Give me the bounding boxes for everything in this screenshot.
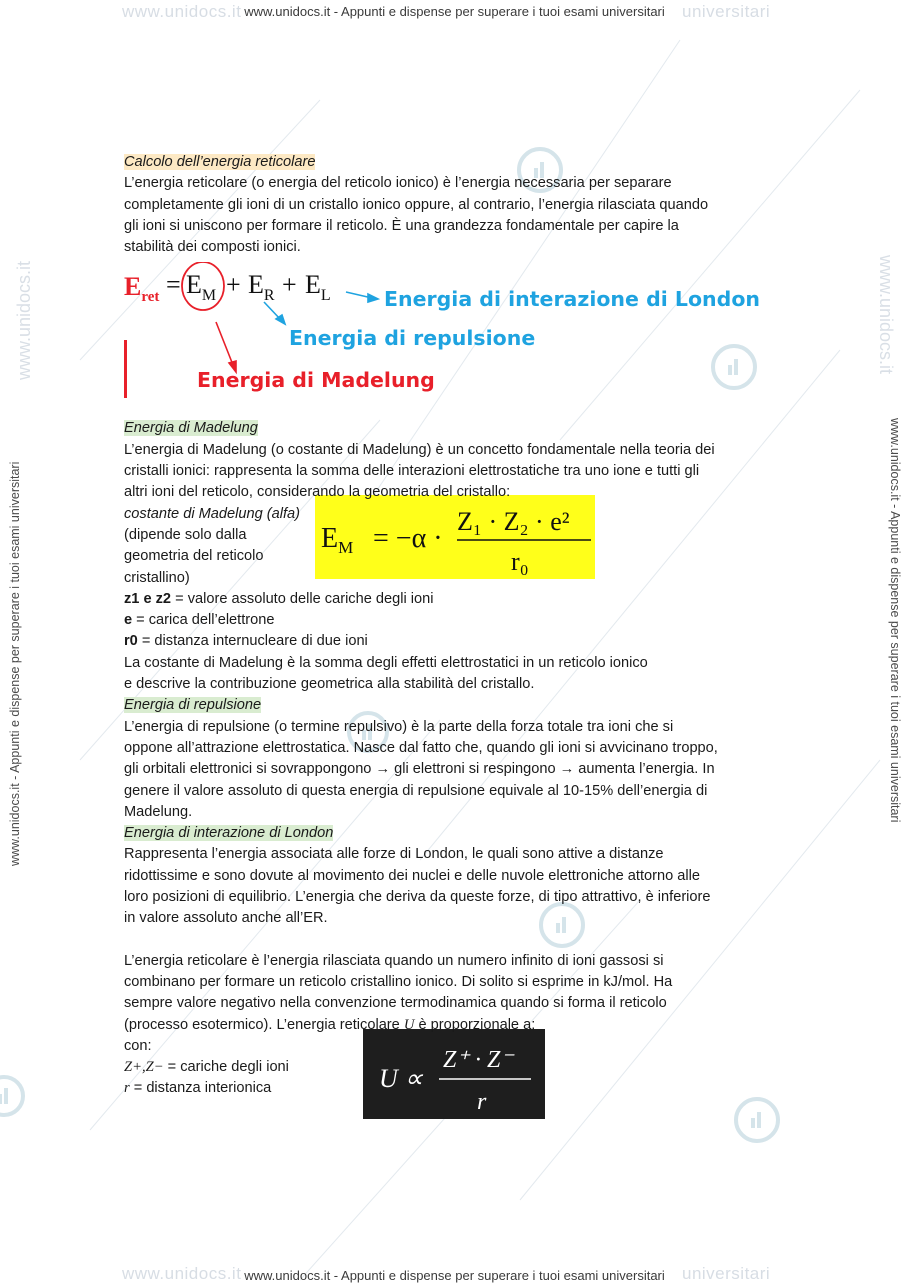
definition-line: e = carica dell’elettrone bbox=[124, 612, 275, 629]
side-text-right: www.unidocs.it - Appunti e dispense per superare i tuoi esami universitari bbox=[888, 418, 902, 823]
u-numerator: Z⁺ · Z⁻ bbox=[443, 1047, 514, 1073]
paragraph-line: e descrive la contribuzione geometrica alla stabilità del cristallo. bbox=[124, 676, 535, 693]
u-denominator: r bbox=[477, 1089, 487, 1115]
side-watermark-left: www.unidocs.it bbox=[14, 260, 34, 380]
document-body bbox=[124, 152, 784, 1100]
paragraph-line: sempre valore negativo nella convenzione termodinamica quando si forma il reticolo bbox=[124, 995, 667, 1012]
paragraph-line: loro posizioni di equilibrio. L’energia che deriva da queste forze, di tipo attrattivo, è inferiore bbox=[124, 889, 711, 906]
paragraph-line: altri ioni del reticolo, considerando la geometria del cristallo: bbox=[124, 484, 511, 501]
formula-em: $E_M$ bbox=[186, 270, 217, 304]
formula-plus: + bbox=[226, 270, 241, 299]
page-footer: www.unidocs.it - Appunti e dispense per superare i tuoi esami universitari bbox=[244, 1268, 665, 1283]
logo-icon bbox=[736, 1099, 778, 1141]
u-lhs: U ∝ bbox=[379, 1064, 423, 1093]
paragraph-line: L’energia di repulsione (o termine repulsivo) è la parte della forza totale tra ioni che si bbox=[124, 718, 674, 735]
paragraph-line: ridottissime e sono dovute al movimento dei nuclei e delle nuvole elettroniche attorno alle bbox=[124, 867, 700, 884]
formula-el: $E_L$ bbox=[305, 270, 331, 304]
paragraph-gap bbox=[124, 930, 784, 951]
section-heading: Energia di interazione di London bbox=[124, 825, 334, 842]
paragraph-line: L’energia reticolare è l’energia rilasciata quando un numero infinito di ioni gassosi si bbox=[124, 952, 664, 969]
formula-plus: + bbox=[282, 270, 297, 299]
paragraph-line: gli ioni si uniscono per formare il reticolo. È una grandezza fondamentale per capire la bbox=[124, 217, 679, 234]
con-label: con: bbox=[124, 1037, 152, 1054]
diagram-spacer bbox=[124, 258, 784, 418]
madelung-lhs: $E_M$ bbox=[321, 523, 354, 557]
paragraph-line: genere il valore assoluto di questa energia di repulsione equivale al 10-15% dell’energia di bbox=[124, 782, 708, 799]
paragraph-line: completamente gli ioni di un cristallo ionico oppure, al contrario, l’energia rilasciata quando bbox=[124, 196, 709, 213]
definition-line: z1 e z2 = valore assoluto delle cariche degli ioni bbox=[124, 590, 434, 607]
definition-line: Z+,Z− = cariche degli ioni bbox=[124, 1059, 289, 1076]
formula-equals: = bbox=[166, 270, 181, 299]
logo-icon bbox=[0, 1077, 23, 1115]
paragraph-line: L’energia di Madelung (o costante di Madelung) è un concetto fondamentale nella teoria dei bbox=[124, 441, 715, 458]
page-header: www.unidocs.it - Appunti e dispense per superare i tuoi esami universitari bbox=[244, 4, 665, 19]
definition-line: r0 = distanza internucleare di due ioni bbox=[124, 633, 368, 650]
paragraph-line: La costante di Madelung è la somma degli effetti elettrostatici in un reticolo ionico bbox=[124, 654, 648, 671]
paragraph-line: stabilità dei composti ionici. bbox=[124, 239, 301, 256]
alpha-desc: geometria del reticolo bbox=[124, 548, 264, 565]
paragraph-line: in valore assoluto anche all’ER. bbox=[124, 910, 328, 927]
paragraph-line: cristalli ionici: rappresenta la somma delle interazioni elettrostatiche tra uno ione e tutti gli bbox=[124, 463, 700, 480]
section-heading: Calcolo dell’energia reticolare bbox=[124, 154, 316, 170]
paragraph-line: Rappresenta l’energia associata alle forze di London, le quali sono attive a distanze bbox=[124, 846, 664, 863]
label-repulsion: Energia di repulsione bbox=[289, 326, 536, 350]
paragraph-line: combinano per formare un reticolo cristallino ionico. Di solito si esprime in kJ/mol. Ha bbox=[124, 973, 673, 990]
alpha-label: costante di Madelung (alfa) bbox=[124, 505, 301, 522]
watermark-text: universitari bbox=[682, 1264, 771, 1283]
side-watermark-right: www.unidocs.it bbox=[876, 255, 896, 375]
madelung-numerator: Z₁ · Z₂ · e² bbox=[457, 507, 570, 536]
paragraph-line: Madelung. bbox=[124, 803, 193, 820]
definition-line: r = distanza interionica bbox=[124, 1080, 272, 1097]
madelung-rhs: = −α · bbox=[373, 523, 443, 554]
section-heading: Energia di Madelung bbox=[124, 420, 258, 437]
madelung-denominator: r₀ bbox=[511, 547, 529, 576]
watermark-text: www.unidocs.it bbox=[122, 1264, 242, 1283]
watermark-text: www.unidocs.it bbox=[122, 2, 242, 21]
paragraph-line: L’energia reticolare (o energia del reticolo ionico) è l’energia necessaria per separare bbox=[124, 175, 672, 192]
formula-e-ret: $E_{ret}$ bbox=[124, 272, 160, 305]
watermark-text: universitari bbox=[682, 2, 771, 21]
alpha-desc: (dipende solo dalla bbox=[124, 526, 247, 543]
alpha-desc: cristallino) bbox=[124, 569, 190, 586]
formula-er: $E_R$ bbox=[248, 270, 275, 304]
paragraph-line: gli orbitali elettronici si sovrappongono → gli elettroni si respingono → aumenta l’energia. In bbox=[124, 761, 715, 778]
side-text-left: www.unidocs.it - Appunti e dispense per superare i tuoi esami universitari bbox=[8, 461, 22, 866]
paragraph-line: (processo esotermico). L’energia reticolare U è proporzionale a: bbox=[124, 1016, 536, 1033]
paragraph-line: oppone all’attrazione elettrostatica. Nasce dal fatto che, quando gli ioni si avvicinano troppo, bbox=[124, 739, 718, 756]
label-madelung: Energia di Madelung bbox=[197, 368, 435, 392]
label-london: Energia di interazione di London bbox=[384, 287, 760, 311]
section-heading: Energia di repulsione bbox=[124, 697, 262, 714]
